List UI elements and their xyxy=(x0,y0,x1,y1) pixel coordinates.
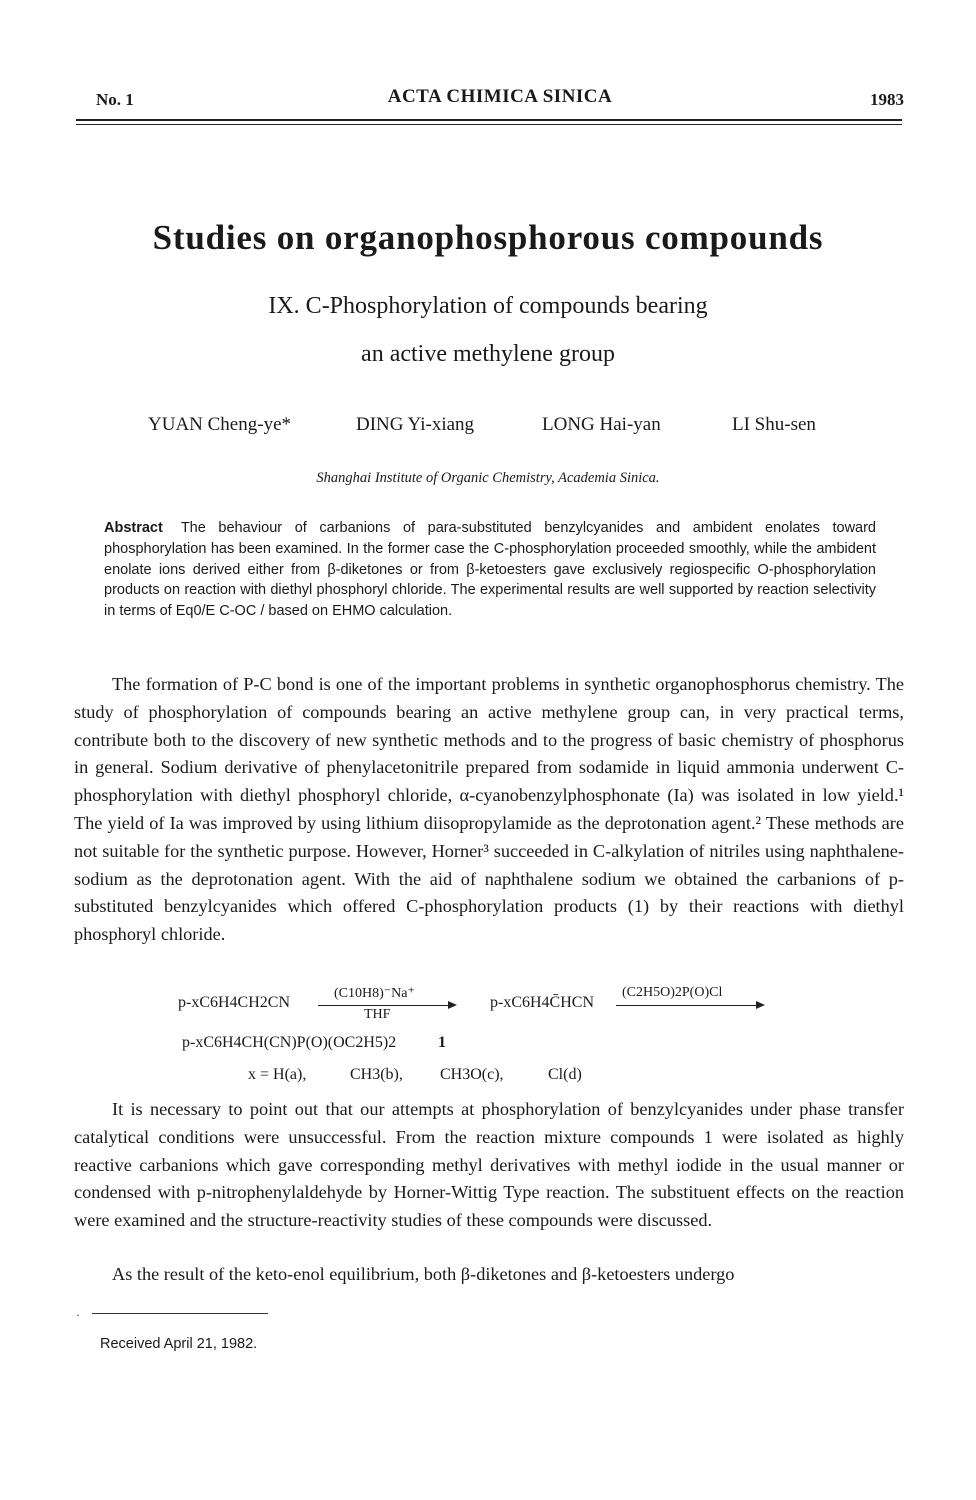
footnote-marker: · xyxy=(76,1308,80,1322)
author-name: DING Yi-xiang xyxy=(356,414,475,435)
running-header xyxy=(96,86,904,114)
journal-name: ACTA CHIMICA SINICA xyxy=(387,86,613,107)
header-rule-thick xyxy=(76,119,902,121)
article-subtitle-line1: IX. C-Phosphorylation of compounds bearing xyxy=(268,293,708,319)
reaction-arrow-1 xyxy=(318,1005,450,1006)
body-paragraph-3: As the result of the keto-enol equilibrium, both β-diketones and β-ketoesters undergo xyxy=(112,1264,735,1284)
body-paragraph-1: The formation of P-C bond is one of the important problems in synthetic organophosphorus chemistry. The study of phosphorylation of compounds bearing an active methylene group can, in very practical terms, contribute both to the discovery of new synthetic methods and to the progress of basic chemistry of phosphorus in general. Sodium derivative of phenylacetonitrile prepared from sodamide in liquid ammonia underwent C-phosphorylation with diethyl phosphoryl chloride, α-cyanobenzylphosphonate (Ia) was isolated in low yield.¹ The yield of Ia was improved by using lithium diisopropylamide as the deprotonation agent.² These methods are not suitable for the synthetic purpose. However, Horner³ succeeded in C-alkylation of nitriles using naphthalene-sodium as the deprotonation agent. With the aid of naphthalene sodium we obtained the carbanions of p-substituted benzylcyanides which offered C-phosphorylation products (1) by their reactions with diethyl phosphoryl chloride. xyxy=(74,674,904,945)
body-paragraph-2: It is necessary to point out that our attempts at phosphorylation of benzylcyanides under phase transfer catalytical conditions were unsuccessful. From the reaction mixture compounds 1 were isolated as highly reactive carbanions which gave corresponding methyl derivatives with methyl iodide in the usual manner or condensed with p-nitrophenylaldehyde by Horner-Wittig Type reaction. The substituent effects on the reaction were examined and the structure-reactivity studies of these compounds were discussed. xyxy=(74,1099,904,1231)
article-title: Studies on organophosphorous compounds xyxy=(152,218,824,257)
scheme-substituent: CH3O(c), xyxy=(440,1066,504,1083)
scheme-substituent: x = H(a), xyxy=(248,1066,307,1083)
abstract-label: Abstract xyxy=(104,520,163,536)
scheme-product: p-xC6H4CH(CN)P(O)(OC2H5)2 xyxy=(182,1034,397,1051)
scheme-intermediate: p-xC6H4C̄HCN xyxy=(490,994,595,1011)
affiliation: Shanghai Institute of Organic Chemistry, Academia Sinica. xyxy=(316,470,660,486)
publication-year: 1983 xyxy=(870,90,904,109)
scheme-reagent-1: (C10H8)⁻Na⁺ xyxy=(334,986,415,1001)
author-name: YUAN Cheng-ye* xyxy=(148,414,292,435)
article-subtitle-line2: an active methylene group xyxy=(361,341,615,367)
scheme-substituent: Cl(d) xyxy=(548,1066,582,1083)
scheme-reagent-2: (C2H5O)2P(O)Cl xyxy=(622,985,723,1000)
author-name: LONG Hai-yan xyxy=(542,414,661,435)
footnote-rule xyxy=(92,1313,268,1314)
abstract-block xyxy=(104,518,876,622)
abstract-text: The behaviour of carbanions of para-substituted benzylcyanides and ambident enolates toward phosphorylation has been examined. In the former case the C-phosphorylation proceeded smoothly, while the ambident enolate ions derived either from β-diketones or from β-ketoesters gave exclusively regiospecific O-phosphorylation products on reaction with diethyl phosphoryl chloride. The experimental results are well supported by reaction selectivity in terms of Eq0/E C-OC / based on EHMO calculation. xyxy=(104,520,876,620)
scheme-substituent: CH3(b), xyxy=(350,1066,403,1083)
scheme-reactant: p-xC6H4CH2CN xyxy=(178,994,291,1011)
reaction-arrow-2 xyxy=(616,1005,758,1006)
scheme-product-number: 1 xyxy=(438,1034,446,1051)
header-rule-thin xyxy=(76,124,902,125)
issue-number: No. 1 xyxy=(96,90,134,109)
arrowhead-icon xyxy=(448,1001,457,1009)
scheme-solvent: THF xyxy=(364,1007,391,1022)
reaction-scheme xyxy=(0,984,976,1094)
arrowhead-icon xyxy=(756,1001,765,1009)
author-name: LI Shu-sen xyxy=(732,414,816,435)
received-date: Received April 21, 1982. xyxy=(100,1336,258,1352)
